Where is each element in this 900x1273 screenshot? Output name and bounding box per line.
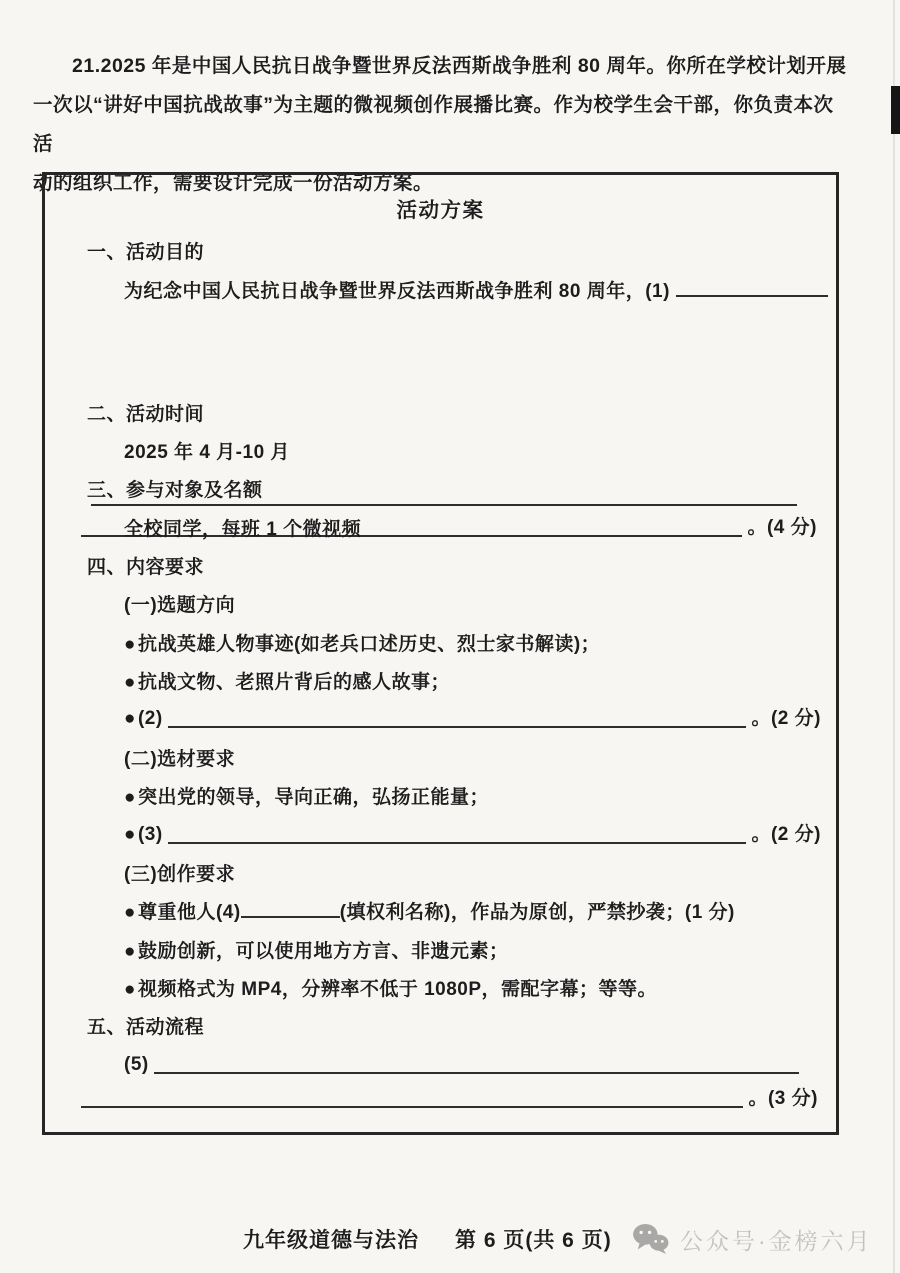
intro-line-1: 21.2025 年是中国人民抗日战争暨世界反法西斯战争胜利 80 周年。你所在学校计划开展	[72, 55, 847, 77]
answer-blank-3	[168, 841, 747, 844]
creation-item-2-text: 鼓励创新，可以使用地方方言、非遗元素；	[137, 941, 509, 962]
creation-item-1-post: (填权利名称)，作品为原创，严禁抄袭；(1 分)	[339, 902, 735, 923]
answer-blank-5	[154, 1071, 799, 1074]
material-item-1	[124, 784, 489, 812]
answer-blank-2	[168, 725, 747, 728]
creation-item-3	[124, 976, 657, 1004]
sub1-heading: (一)选题方向	[124, 595, 236, 616]
plan-title: 活动方案	[396, 199, 485, 222]
creation-item-1-pre: 尊重他人(4)	[137, 902, 241, 923]
scan-artifact-mark	[891, 86, 900, 134]
blank-3-label: (3)	[137, 824, 163, 845]
topic-item-2-text: 抗战文物、老照片背后的感人故事；	[137, 672, 450, 693]
creation-item-1	[124, 899, 735, 927]
blank-2-label: (2)	[137, 708, 163, 729]
answer-blank-4	[241, 901, 340, 918]
blank-3-score: 。(2 分)	[751, 824, 821, 845]
sub3-heading: (三)创作要求	[124, 864, 236, 885]
bullet-icon: ●	[124, 708, 136, 729]
blank-5-score: 。(3 分)	[748, 1088, 818, 1109]
wechat-icon	[632, 1223, 670, 1255]
page-footer	[0, 1218, 900, 1260]
footer-subject: 九年级道德与法治	[243, 1229, 419, 1252]
answer-blank-2-row	[124, 707, 821, 733]
section1-heading: 一、活动目的	[87, 242, 205, 263]
creation-item-2	[124, 938, 509, 966]
answer-blank-5-row	[124, 1053, 804, 1079]
section3-heading: 三、参与对象及名额	[87, 480, 263, 501]
sub2-heading: (二)选材要求	[124, 749, 236, 770]
footer-page-number: 第 6 页(共 6 页)	[455, 1229, 612, 1252]
section1-body	[124, 278, 828, 306]
section5-heading: 五、活动流程	[87, 1017, 205, 1038]
answer-blank-1	[676, 280, 828, 297]
answer-blank-5-line2	[81, 1105, 743, 1108]
bullet-icon: ●	[124, 979, 136, 1000]
section2-body: 2025 年 4 月-10 月	[124, 442, 290, 463]
section4-heading: 四、内容要求	[87, 557, 205, 578]
page-edge-shadow	[893, 0, 895, 1273]
intro-line-2: 一次以“讲好中国抗战故事”为主题的微视频创作展播比赛。作为校学生会干部，你负责本次活	[33, 94, 834, 155]
activity-plan-box	[42, 172, 839, 1135]
answer-blank-5-line2-row	[76, 1088, 818, 1113]
blank-5-label: (5)	[124, 1054, 149, 1075]
topic-item-1	[124, 631, 600, 659]
section1-score: 。(4 分)	[747, 517, 817, 538]
answer-blank-3-row	[124, 823, 821, 849]
topic-item-2	[124, 669, 450, 697]
bullet-icon: ●	[124, 672, 136, 693]
bullet-icon: ●	[124, 902, 136, 923]
bullet-icon: ●	[124, 634, 136, 655]
blank-2-score: 。(2 分)	[751, 708, 821, 729]
section1-body-text: 为纪念中国人民抗日战争暨世界反法西斯战争胜利 80 周年，(1)	[124, 281, 670, 302]
section2-heading: 二、活动时间	[87, 404, 205, 425]
bullet-icon: ●	[124, 824, 136, 845]
intro-line-3: 动的组织工作，需要设计完成一份活动方案。	[33, 172, 434, 194]
creation-item-3-text: 视频格式为 MP4，分辨率不低于 1080P，需配字幕；等等。	[137, 979, 658, 1000]
watermark-text: 公众号·金榜六月	[680, 1228, 873, 1254]
topic-item-1-text: 抗战英雄人物事迹(如老兵口述历史、烈士家书解读)；	[137, 634, 601, 655]
bullet-icon: ●	[124, 941, 136, 962]
material-item-1-text: 突出党的领导，导向正确，弘扬正能量；	[137, 787, 489, 808]
section3-body: 全校同学，每班 1 个微视频	[124, 519, 362, 540]
bullet-icon: ●	[124, 787, 136, 808]
